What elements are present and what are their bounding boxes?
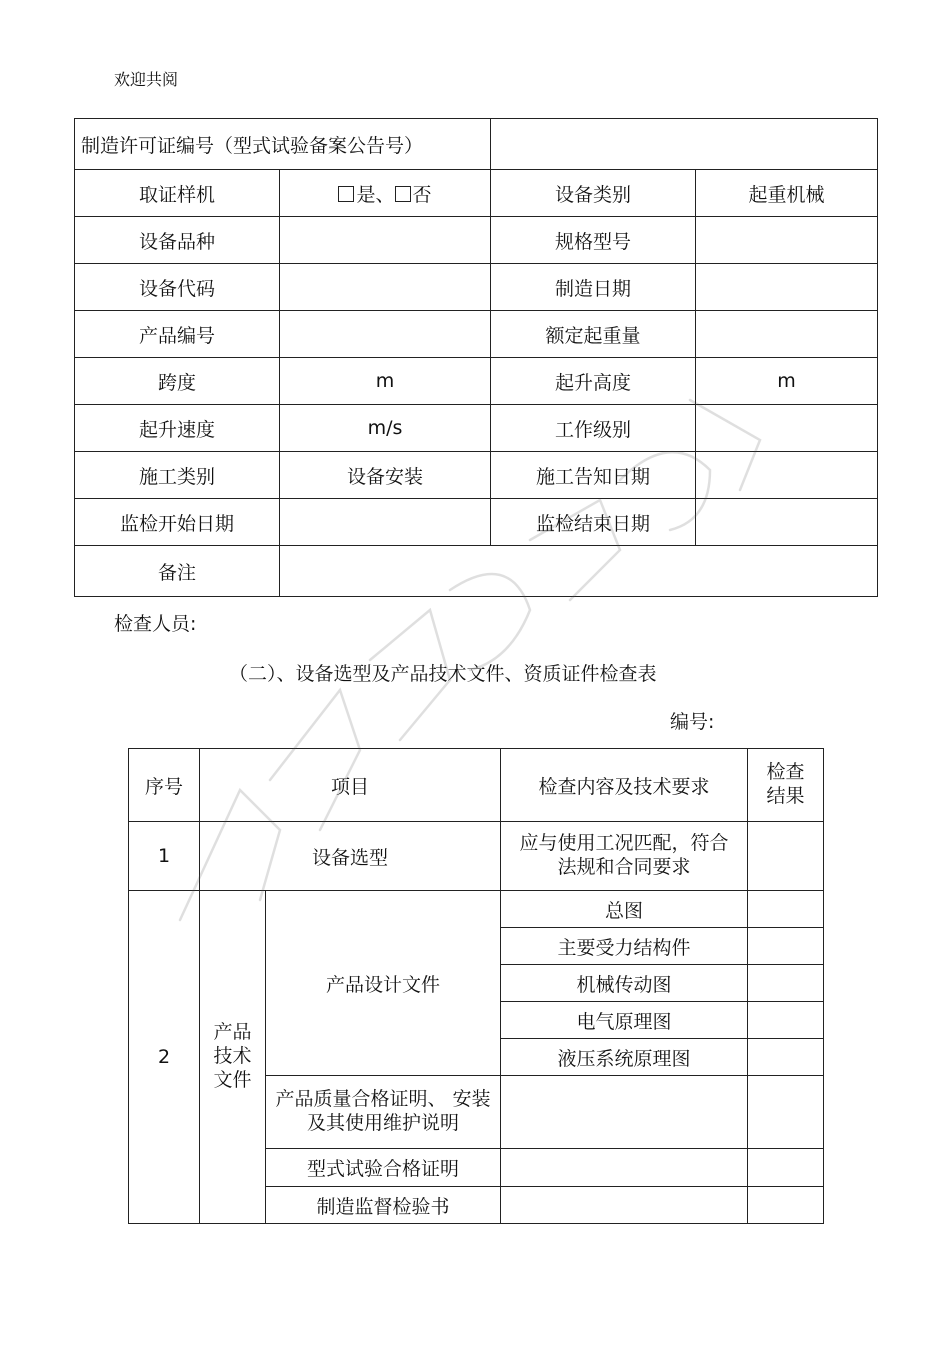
supervision-result[interactable] (748, 1187, 824, 1224)
row-label: 制造日期 (491, 264, 696, 311)
design-item-result[interactable] (748, 928, 824, 965)
supervision-content (501, 1187, 748, 1224)
equipment-info-table (74, 118, 878, 597)
row-value[interactable]: 设备安装 (280, 452, 491, 499)
quality-cert-label: 产品质量合格证明、 安装及其使用维护说明 (266, 1076, 501, 1149)
row-label: 设备类别 (491, 170, 696, 217)
row-label: 施工告知日期 (491, 452, 696, 499)
quality-cert-result[interactable] (748, 1076, 824, 1149)
row-label: 设备品种 (75, 217, 280, 264)
design-item-result[interactable] (748, 891, 824, 928)
row-value[interactable] (696, 217, 878, 264)
row-value[interactable] (280, 311, 491, 358)
header-result: 检查结果 (748, 749, 824, 822)
design-item: 总图 (501, 891, 748, 928)
row1-result[interactable] (748, 822, 824, 891)
row-label: 跨度 (75, 358, 280, 405)
type-test-label: 型式试验合格证明 (266, 1149, 501, 1187)
row-value[interactable] (280, 499, 491, 546)
design-item: 机械传动图 (501, 965, 748, 1002)
row-value[interactable] (696, 264, 878, 311)
sample-machine-options[interactable]: 是、 否 (280, 170, 491, 217)
row-label: 施工类别 (75, 452, 280, 499)
row1-no: 1 (129, 822, 200, 891)
row2-no: 2 (129, 891, 200, 1224)
design-item-result[interactable] (748, 1002, 824, 1039)
checkbox-no[interactable] (395, 186, 411, 202)
row-label: 取证样机 (75, 170, 280, 217)
row-value[interactable] (696, 311, 878, 358)
row2-group: 产品技术文件 (200, 891, 266, 1224)
row1-content: 应与使用工况匹配，符合法规和合同要求 (501, 822, 748, 891)
design-item: 液压系统原理图 (501, 1039, 748, 1076)
row1-item: 设备选型 (200, 822, 501, 891)
row-label: 监检结束日期 (491, 499, 696, 546)
header-no: 序号 (129, 749, 200, 822)
row-label: 额定起重量 (491, 311, 696, 358)
header-note: 欢迎共阅 (114, 70, 179, 89)
row-value[interactable]: 起重机械 (696, 170, 878, 217)
row-label: 设备代码 (75, 264, 280, 311)
row-value[interactable]: m (280, 358, 491, 405)
row-value[interactable] (280, 264, 491, 311)
row-label: 监检开始日期 (75, 499, 280, 546)
supervision-label: 制造监督检验书 (266, 1187, 501, 1224)
row-value[interactable] (696, 452, 878, 499)
row-value[interactable]: m (696, 358, 878, 405)
inspector-label: 检查人员: (114, 613, 197, 635)
number-label: 编号: (670, 711, 715, 733)
section-title: （二）、设备选型及产品技术文件、资质证件检查表 (229, 663, 657, 685)
quality-cert-content (501, 1076, 748, 1149)
header-content: 检查内容及技术要求 (501, 749, 748, 822)
design-item: 电气原理图 (501, 1002, 748, 1039)
remark-value[interactable] (280, 546, 878, 597)
row-label: 起升速度 (75, 405, 280, 452)
row-label: 工作级别 (491, 405, 696, 452)
row-value[interactable] (280, 217, 491, 264)
design-docs-label: 产品设计文件 (266, 891, 501, 1076)
design-item-result[interactable] (748, 1039, 824, 1076)
checkbox-yes[interactable] (338, 186, 354, 202)
row-value[interactable]: m/s (280, 405, 491, 452)
design-item: 主要受力结构件 (501, 928, 748, 965)
license-label: 制造许可证编号（型式试验备案公告号） (75, 119, 491, 170)
license-value[interactable] (491, 119, 878, 170)
row-label: 起升高度 (491, 358, 696, 405)
row-label: 产品编号 (75, 311, 280, 358)
row-value[interactable] (696, 499, 878, 546)
type-test-content (501, 1149, 748, 1187)
remark-label: 备注 (75, 546, 280, 597)
header-item: 项目 (200, 749, 501, 822)
row-value[interactable] (696, 405, 878, 452)
type-test-result[interactable] (748, 1149, 824, 1187)
design-item-result[interactable] (748, 965, 824, 1002)
checklist-table (128, 748, 824, 1224)
row-label: 规格型号 (491, 217, 696, 264)
